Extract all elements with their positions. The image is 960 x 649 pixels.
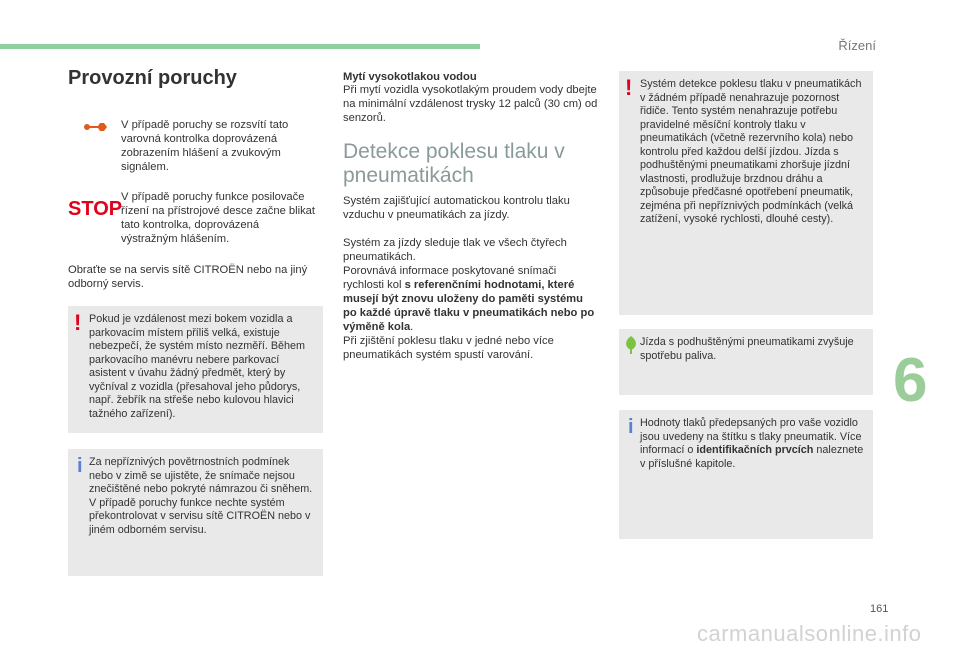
wash-title: Mytí vysokotlakou vodou [343, 71, 477, 83]
warning-exclamation-icon: ! [74, 310, 82, 335]
wash-text: Při mytí vozidla vysokotlakým proudem vody dbejte na minimální vzdálenost trysky 12 palců (30 cm) od senzorů. [343, 84, 598, 124]
info-note-text: Za nepříznivých povětrnostních podmínek nebo v zimě se ujistěte, že snímače nejsou znečištěné nebo pokryté námrazou či sněhem. V případě poruchy funkce nechte systém překontrolovat v servisu sítě CITROËN nebo v jiném odborném servisu. [89, 456, 313, 536]
info-icon: i [77, 455, 83, 477]
wrench-text: V případě poruchy se rozsvítí tato varovná kontrolka doprovázená zobrazením hlášení a zvukovým signálem. [121, 119, 289, 173]
eco-leaf-icon [624, 336, 638, 358]
warning-note-right [619, 71, 873, 315]
warning-exclamation-icon: ! [625, 75, 633, 100]
page-title: Provozní poruchy [68, 67, 237, 89]
section-header: Řízení [838, 38, 876, 53]
service-text: Obraťte se na servis sítě CITROËN nebo na jiný odborný servis. [68, 264, 308, 290]
tpms-p2-a: Systém za jízdy sleduje tlak ve všech čtyřech pneumatikách. [343, 237, 567, 263]
stop-icon [67, 196, 123, 220]
section-title: Detekce poklesu tlaku v pneumatikách [343, 140, 565, 187]
tpms-paragraph-2: Systém za jízdy sleduje tlak ve všech čtyřech pneumatikách. Porovnává informace poskytované snímači rychlosti kol s referenčními hodnotami, které musejí být znovu uloženy do paměti systému po každé úpravě tlaku v pneumatikách nebo po výměně kola. Při zjištění poklesu tlaku v jedné nebo více pneumatikách systém spustí varování. [343, 237, 595, 361]
stop-label: STOP [68, 198, 123, 220]
info-note-right-text [640, 417, 866, 471]
eco-note-text: Jízda s podhuštěnými pneumatikami zvyšuje spotřebu paliva. [640, 336, 854, 362]
watermark: carmanualsonline.info [697, 621, 922, 646]
page-number: 161 [870, 603, 889, 615]
chapter-number: 6 [893, 346, 928, 415]
stop-text: V případě poruchy funkce posilovače řízení na přístrojové desce začne blikat tato kontrolka, doprovázená výstražným hlášením. [121, 191, 316, 245]
tpms-p2-bold: s referenčními hodnotami, které musejí být znovu uloženy do paměti systému po každé úpravě tlaku v pneumatikách nebo po výměně kola [343, 279, 595, 333]
info-text-c: naleznete v příslušné kapitole. [640, 444, 864, 470]
info-icon: i [628, 416, 634, 438]
tpms-paragraph-1: Systém zajišťující automatickou kontrolu tlaku vzduchu v pneumatikách za jízdy. [343, 195, 570, 221]
info-note-left [68, 449, 323, 576]
warning-note-text: Pokud je vzdálenost mezi bokem vozidla a parkovacím místem příliš velká, existuje nebezpečí, že systém místo nezměří. Během parkovacího manévru nebere parkovací asistent v úvahu žádný předmět, který by vyčníval z vozidla (přesahoval jeho půdorys, např. žebřík na střeše nebo kulovou hlavici tažného zařízení). [89, 313, 306, 420]
tpms-p2-b: Porovnává informace poskytované snímači rychlosti kol [343, 265, 557, 291]
tpms-warning-text: Systém detekce poklesu tlaku v pneumatikách v žádném případě nenahrazuje pozornost řidiče. Tento systém nenahrazuje potřebu pravidelné měsíční kontroly tlaku v pneumatikách (včetně rezervního kola) nebo kontrolu před každou delší jízdou. Jízda s podhuštěnými pneumatikami zhoršuje jízdní vlastnosti, prodlužuje brzdnou dráhu a způsobuje předčasné opotřebení pneumatik, zejména při nepříznivých podmínkách (velká zatížení, vysoké rychlosti, dlouhé cesty). [640, 78, 862, 225]
top-accent-bar [0, 44, 480, 49]
warning-note-left [68, 306, 323, 433]
info-text-a: Hodnoty tlaků předepsaných pro vaše vozidlo jsou uvedeny na štítku s tlaky pneumatik. Více informací o [640, 417, 862, 456]
tpms-p2-c: Při zjištění poklesu tlaku v jedné nebo více pneumatikách systém spustí varování. [343, 335, 554, 361]
eco-note [619, 329, 873, 395]
info-text-bold: identifikačních prvcích [696, 444, 814, 456]
wrench-icon [84, 119, 108, 133]
info-note-right [619, 410, 873, 539]
